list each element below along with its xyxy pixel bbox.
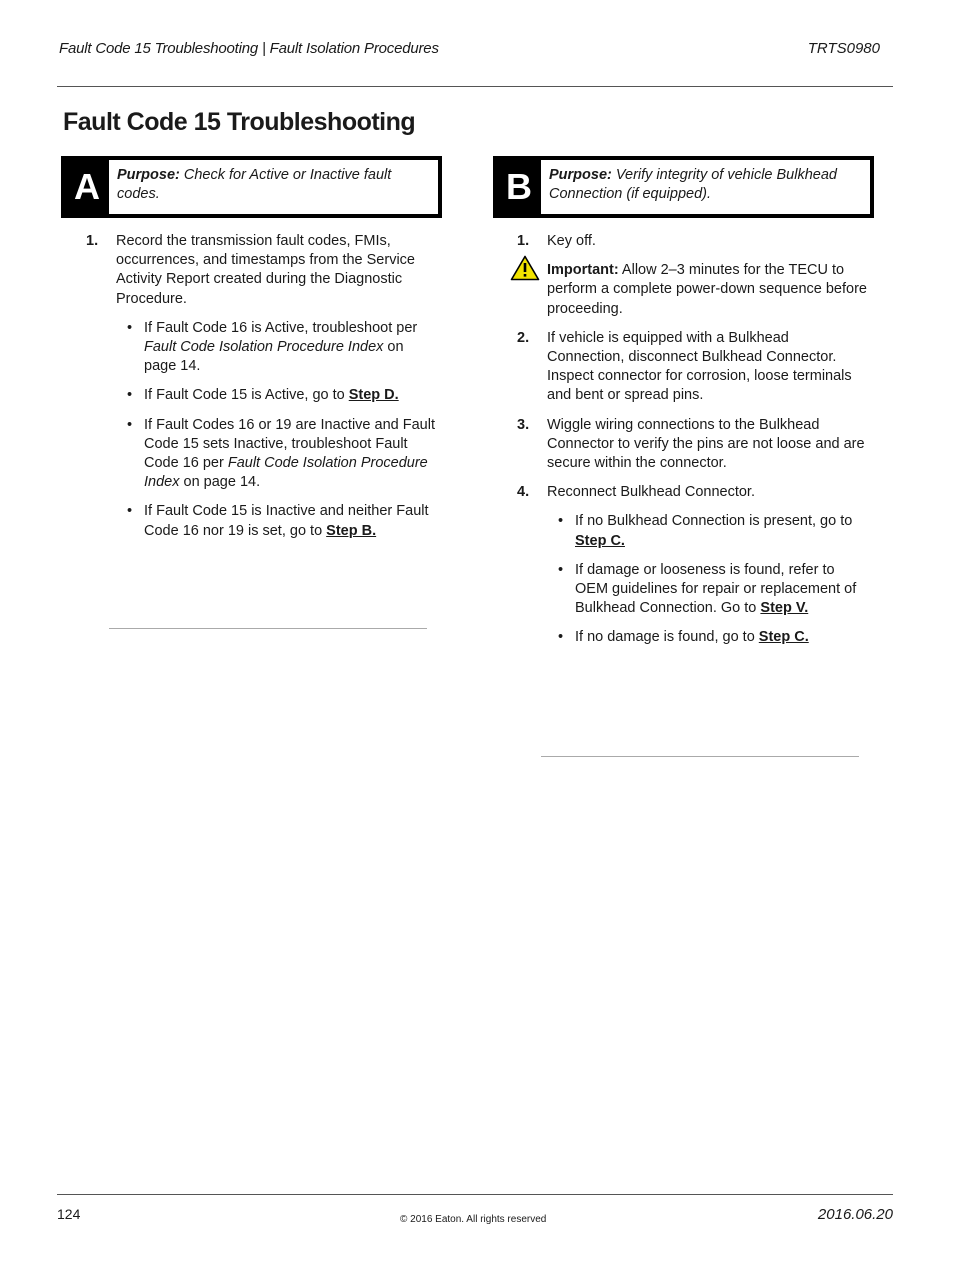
step-b-item-1 [517, 232, 869, 251]
step-b-box [493, 156, 874, 218]
important-label: Important: [547, 262, 619, 279]
item-text: Key off. [547, 233, 596, 249]
step-b-bullets [558, 512, 869, 647]
important-note [547, 261, 869, 319]
list-item: • If no damage is found, go to Step C. [558, 629, 809, 646]
footer-divider [57, 1194, 893, 1195]
list-item: • If no Bulkhead Connection is present, go to Step C. [558, 513, 853, 549]
step-a-purpose [117, 166, 432, 204]
revision-date: 2016.06.20 [817, 1206, 893, 1223]
step-b-end-rule [541, 756, 859, 757]
step-v-link[interactable]: Step V. [760, 600, 809, 617]
step-b-item-2 [517, 329, 869, 406]
list-item: • If Fault Code 16 is Active, troubleshoot per Fault Code Isolation Procedure Index on page 14. [127, 319, 418, 375]
page-title: Fault Code 15 Troubleshooting [63, 108, 416, 136]
purpose-label: Purpose: [117, 167, 180, 183]
step-a-item-1 [86, 232, 438, 541]
step-a-bullets [127, 319, 438, 541]
item-text: Wiggle wiring connections to the Bulkhead Connector to verify the pins are not loose and are secure within the connector. [547, 416, 865, 472]
step-d-link[interactable]: Step D. [348, 387, 399, 404]
item-number: 2. [517, 329, 530, 346]
item-number: 1. [86, 233, 99, 249]
step-a-letter: A [65, 160, 109, 214]
list-item: • If damage or looseness is found, refer to OEM guidelines for repair or replacement of Bulkhead Connection. Go to Step V. [558, 561, 857, 617]
copyright: © 2016 Eaton. All rights reserved [400, 1214, 547, 1225]
item-number: 1. [517, 233, 530, 249]
warning-triangle-icon [510, 255, 540, 287]
step-b-purpose [549, 166, 864, 204]
item-number: 4. [517, 484, 530, 501]
step-b-link[interactable]: Step B. [326, 522, 377, 539]
purpose-label: Purpose: [549, 167, 612, 183]
header-divider [57, 86, 893, 87]
step-c-link[interactable]: Step C. [758, 629, 809, 646]
purpose-text: Check for Active or Inactive fault codes. [117, 167, 392, 202]
item-text: If vehicle is equipped with a Bulkhead Connection, disconnect Bulkhead Connector. Inspect connector for corrosion, loose terminals and bent or spread pins. [547, 329, 852, 404]
step-b-item-3 [517, 416, 869, 474]
step-a-content [86, 232, 438, 551]
step-a-box [61, 156, 442, 218]
page-number: 124 [57, 1206, 81, 1222]
step-b-item-4 [517, 483, 869, 647]
step-a-end-rule [109, 628, 427, 629]
list-item: • If Fault Code 15 is Active, go to Step D. [127, 387, 399, 404]
item-number: 3. [517, 416, 530, 433]
step-b-content [517, 232, 869, 658]
item-text: Reconnect Bulkhead Connector. [547, 484, 755, 501]
step-c-link[interactable]: Step C. [575, 532, 625, 549]
step-b-letter: B [497, 160, 541, 214]
list-item: • If Fault Codes 16 or 19 are Inactive and Fault Code 15 sets Inactive, troubleshoot Fault Code 16 per Fault Code Isolation Procedure Index on page 14. [127, 416, 435, 491]
item-text: Record the transmission fault codes, FMIs, occurrences, and timestamps from the Service Activity Report created during the Diagnostic Procedure. [116, 233, 415, 307]
list-item: • If Fault Code 15 is Inactive and neither Fault Code 16 nor 19 is set, go to Step B. [127, 503, 429, 539]
important-text: Allow 2–3 minutes for the TECU to perform a complete power-down sequence before proceeding. [547, 262, 867, 317]
running-header-title: Fault Code 15 Troubleshooting | Fault Isolation Procedures [59, 40, 439, 57]
document-code: TRTS0980 [807, 40, 880, 57]
purpose-text: Verify integrity of vehicle Bulkhead Connection (if equipped). [549, 167, 837, 202]
